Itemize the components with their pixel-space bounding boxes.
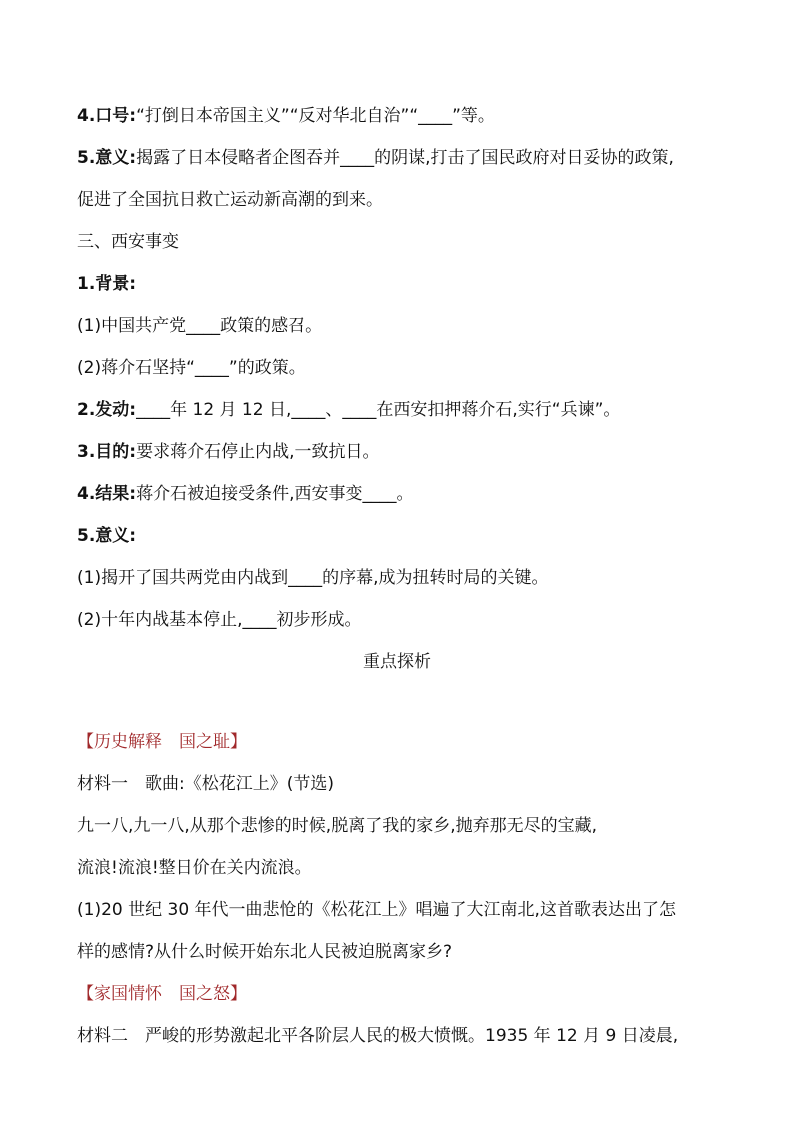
launch-text: ____年 12 月 12 日,____、____在西安扣押蒋介石,实行“兵谏”。	[136, 400, 621, 420]
result-label: 4.结果:	[77, 484, 137, 504]
meaning-label: 5.意义:	[77, 526, 137, 546]
question-1-line-2: 样的感情?从什么时候开始东北人民被迫脱离家乡?	[77, 942, 453, 962]
slogan-line	[77, 104, 730, 128]
meaning-item-1: (1)揭开了国共两党由内战到____的序幕,成为扭转时局的关键。	[77, 568, 549, 588]
significance-text: 揭露了日本侵略者企图吞并____的阴谋,打击了国民政府对日妥协的政策,	[136, 148, 674, 168]
result-line	[77, 482, 730, 506]
question-1-line-1: (1)20 世纪 30 年代一曲悲怆的《松花江上》唱遍了大江南北,这首歌表达出了怎	[77, 900, 676, 920]
significance-continuation: 促进了全国抗日救亡运动新高潮的到来。	[77, 190, 383, 210]
purpose-text: 要求蒋介石停止内战,一致抗日。	[136, 442, 380, 462]
result-text: 蒋介石被迫接受条件,西安事变____。	[136, 484, 414, 504]
lyrics-line-2: 流浪!流浪!整日价在关内流浪。	[77, 858, 312, 878]
significance-label: 5.意义:	[77, 148, 137, 168]
section-label-history-interpretation: 【历史解释 国之耻】	[77, 732, 247, 752]
slogan-label: 4.口号:	[77, 106, 137, 126]
launch-line	[77, 398, 730, 422]
purpose-line	[77, 440, 730, 464]
material-two-text: 材料二 严峻的形势激起北平各阶层人民的极大愤慨。1935 年 12 月 9 日凌晨,	[77, 1026, 679, 1046]
meaning-item-2: (2)十年内战基本停止,____初步形成。	[77, 610, 362, 630]
purpose-label: 3.目的:	[77, 442, 137, 462]
significance-line	[77, 146, 730, 170]
slogan-text: “打倒日本帝国主义”“反对华北自治”“____”等。	[136, 106, 495, 126]
section-label-national-sentiment: 【家国情怀 国之怒】	[77, 984, 247, 1004]
lyrics-line-1: 九一八,九一八,从那个悲惨的时候,脱离了我的家乡,抛弃那无尽的宝藏,	[77, 816, 598, 836]
launch-label: 2.发动:	[77, 400, 137, 420]
key-analysis-heading: 重点探析	[363, 652, 431, 672]
material-one-title: 材料一 歌曲:《松花江上》(节选)	[77, 774, 334, 794]
background-item-1: (1)中国共产党____政策的感召。	[77, 316, 323, 336]
background-label: 1.背景:	[77, 274, 137, 294]
background-item-2: (2)蒋介石坚持“____”的政策。	[77, 358, 306, 378]
section-heading-xian-incident: 三、西安事变	[77, 232, 179, 252]
